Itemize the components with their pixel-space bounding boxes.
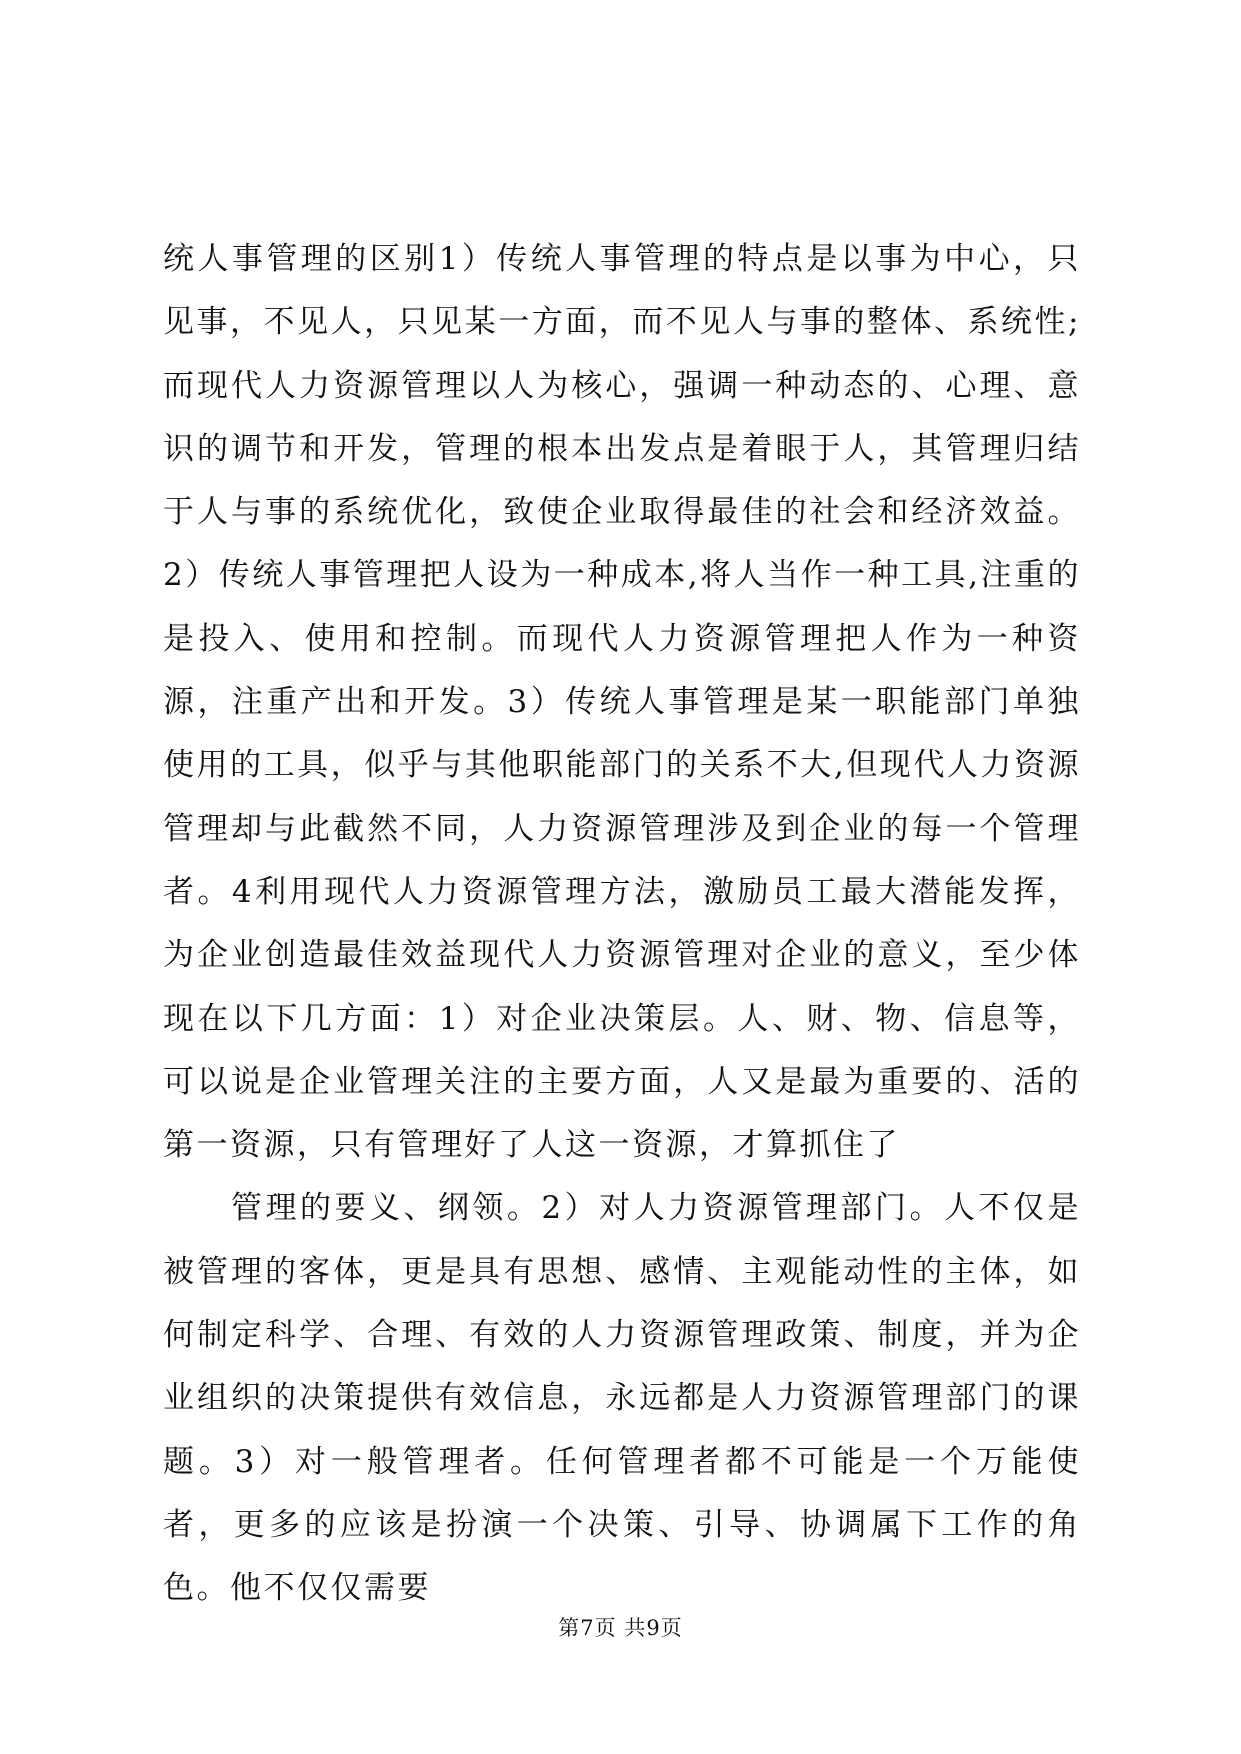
paragraph-1: 统人事管理的区别1）传统人事管理的特点是以事为中心，只见事，不见人，只见某一方面，而不见人与事的整体、系统性;而现代人力资源管理以人为核心，强调一种动态的、心理、意识的调节和开发，管理的根本出发点是着眼于人，其管理归结于人与事的系统优化，致使企业取得最佳的社会和经济效益。2）传统人事管理把人设为一种成本,将人当作一种工具,注重的是投入、使用和控制。而现代人力资源管理把人作为一种资源，注重产出和开发。3）传统人事管理是某一职能部门单独使用的工具，似乎与其他职能部门的关系不大,但现代人力资源管理却与此截然不同，人力资源管理涉及到企业的每一个管理者。4利用现代人力资源管理方法，激励员工最大潜能发挥，为企业创造最佳效益现代人力资源管理对企业的意义，至少体现在以下几方面：1）对企业决策层。人、财、物、信息等，可以说是企业管理关注的主要方面，人又是最为重要的、活的第一资源，只有管理好了人这一资源，才算抓住了: [163, 241, 1081, 1164]
body-text: [163, 228, 1081, 1621]
paragraph-2: 管理的要义、纲领。2）对人力资源管理部门。人不仅是被管理的客体，更是具有思想、感情、主观能动性的主体，如何制定科学、合理、有效的人力资源管理政策、制度，并为企业组织的决策提供有效信息，永远都是人力资源管理部门的课题。3）对一般管理者。任何管理者都不可能是一个万能使者，更多的应该是扮演一个决策、引导、协调属下工作的角色。他不仅仅需要: [163, 1190, 1081, 1607]
page-number-footer: 第7页 共9页: [558, 1616, 683, 1640]
